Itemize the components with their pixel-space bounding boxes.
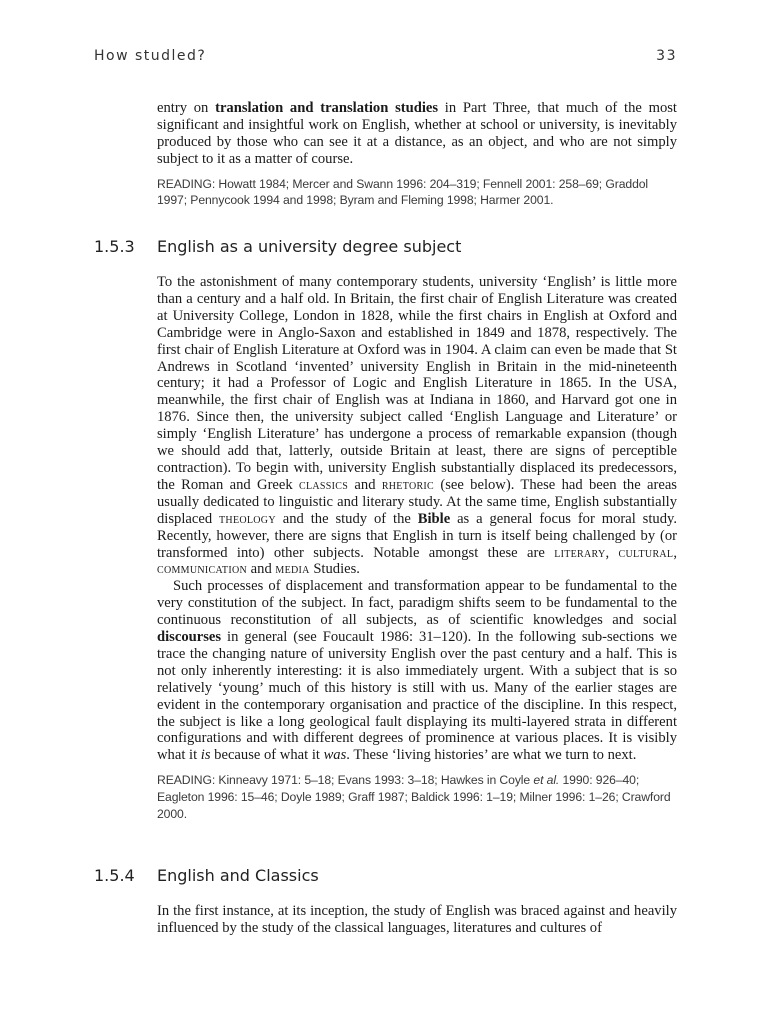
reading-list-intro xyxy=(157,176,677,210)
section-1-5-3-paragraph-2 xyxy=(157,578,677,764)
section-number: 1.5.3 xyxy=(94,237,135,256)
reading-label: READING: xyxy=(157,773,216,788)
intro-paragraph xyxy=(157,100,677,168)
small-caps-media: media xyxy=(275,561,310,578)
section-1-5-4-body xyxy=(157,903,677,937)
section-number: 1.5.4 xyxy=(94,866,135,885)
small-caps-cultural: cultural xyxy=(618,544,674,561)
text-run: , xyxy=(673,544,677,561)
text-run: in general (see Foucault 1986: 31–120). In the following sub-sections we trace the changing nature of university English over the past century and a half. This is not only inherently interesting: it is also immediately urgent. With a subject that is so relatively ‘young’ much of this history is still with us. Many of the earlier stages are evident in the contemporary organisation and practice of the discipline. In this respect, the subject is like a long geological fault displaying its multi-layered strata in different configurations and with different degrees of prominence at various places. It is visibly what it xyxy=(157,629,677,764)
italic-was: was xyxy=(323,747,347,764)
text-run: (see below). These had been the areas usually dedicated to linguistic and literary study. At the same time, English substantially displaced xyxy=(157,476,677,527)
text-run: and xyxy=(348,476,382,493)
page-number: 33 xyxy=(656,48,677,64)
reading-label: READING: xyxy=(157,176,216,191)
text-run: , xyxy=(605,544,619,561)
small-caps-classics: classics xyxy=(299,476,349,493)
text-run: in Part Three, that much of the most significant and insightful work on English, whether at school or university, is inevitably produced by those who can see it at a distance, as an object, and who are not simply subject to it as a matter of course. xyxy=(157,100,677,167)
reading-text: Kinneavy 1971: 5–18; Evans 1993: 3–18; Hawkes in Coyle xyxy=(215,773,534,788)
text-run: and the study of the xyxy=(275,510,418,527)
reading-text: Howatt 1984; Mercer and Swann 1996: 204–319; Fennell 2001: 258–69; Graddol 1997; Pennycook 1994 and 1998; Byram and Fleming 1998; Harmer 2001. xyxy=(157,176,649,208)
text-run: To the astonishment of many contemporary students, university ‘English’ is little more than a century and a half old. In Britain, the first chair of English Literature was created at University College, London in 1828, while the first chairs in English at Oxford and Cambridge were in Anglo-Saxon and established in 1849 and 1878, respectively. The first chair of English Literature at Oxford was in 1904. A claim can even be made that St Andrews in Scotland ‘invented’ university English in Britain in the mid-nineteenth century; it had a Professor of Logic and English Literature in 1865. In the USA, meanwhile, the first chair of English was at Indiana in 1860, and Harvard got one in 1876. Since then, the university subject called ‘English Language and Literature’ or simply ‘English Literature’ has undergone a process of remarkable expansion (though we should add that, latterly, outside Britain at least, there are signs of perceptible contraction). To begin with, university English substantially displaced its predecessors, the Roman and Greek xyxy=(157,274,677,493)
text-run: because of what it xyxy=(210,747,324,764)
small-caps-rhetoric: rhetoric xyxy=(381,476,435,493)
section-1-5-3-paragraph-1 xyxy=(157,274,677,578)
text-run: Such processes of displacement and transformation appear to be fundamental to the very constitution of the subject. In fact, paradigm shifts seem to be fundamental to the continuous reconstitution of all subjects, as of scientific knowledges and social xyxy=(157,578,677,629)
running-head-title: How studled? xyxy=(94,48,207,64)
text-run: as a general focus for moral study. Recently, however, there are signs that English in turn is itself being challenged by (or transformed into) other subjects. Notable amongst these are xyxy=(157,510,677,561)
text-run: . These ‘living histories’ are what we turn to next. xyxy=(346,747,637,764)
reading-list-1-5-3 xyxy=(157,772,677,822)
intro-block xyxy=(157,100,677,209)
section-1-5-4-paragraph-1: In the first instance, at its inception, the study of English was braced against and heavily influenced by the study of the classical languages, literatures and cultures of xyxy=(157,903,677,936)
section-title: English and Classics xyxy=(157,866,319,885)
section-1-5-3-body xyxy=(157,274,677,823)
text-run: Studies. xyxy=(309,561,360,578)
italic-is: is xyxy=(200,747,211,764)
small-caps-literary: literary xyxy=(554,544,606,561)
reading-text: 1990: 926–40; Eagleton 1996: 15–46; Doyle 1989; Graff 1987; Baldick 1996: 1–19; Milner 1996: 1–26; Crawford 2000. xyxy=(157,773,671,821)
small-caps-theology: theology xyxy=(219,510,276,527)
text-run: entry on xyxy=(157,100,216,116)
small-caps-communication: communication xyxy=(157,561,248,578)
italic-et-al: et al. xyxy=(533,773,560,788)
text-run: and xyxy=(247,561,276,578)
section-title: English as a university degree subject xyxy=(157,237,462,256)
bold-term-translation-studies: translation and translation studies xyxy=(215,100,439,116)
bold-term-discourses: discourses xyxy=(157,629,222,646)
bold-term-bible: Bible xyxy=(417,510,451,527)
